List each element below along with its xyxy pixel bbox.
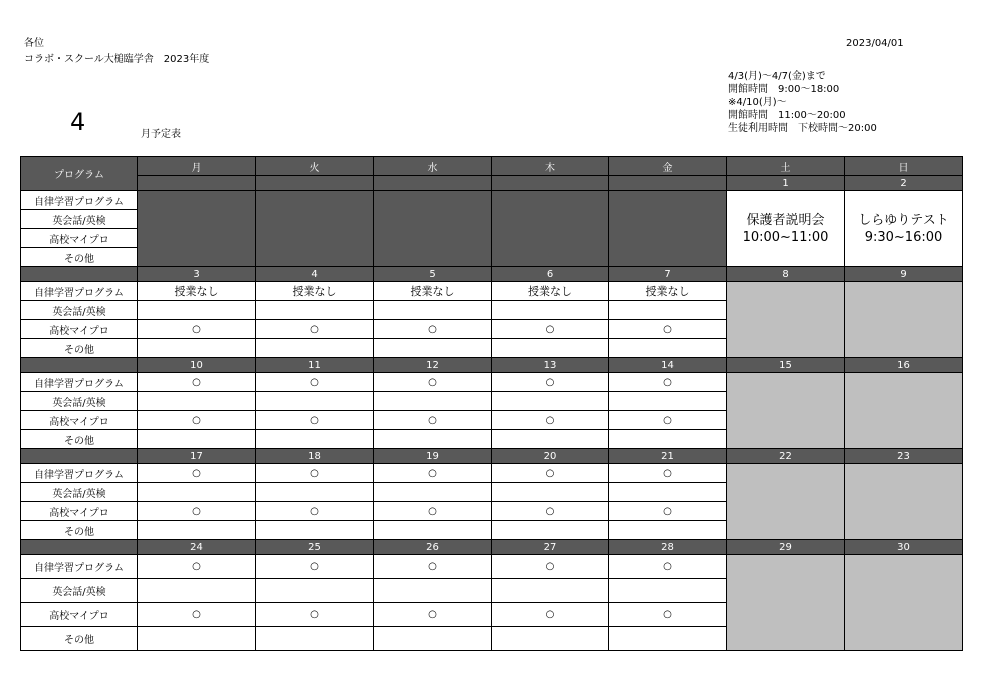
program-label: 英会話/英検 xyxy=(21,301,138,320)
available-mark: ○ xyxy=(138,464,256,483)
date-cell xyxy=(138,176,256,191)
date-cell: 19 xyxy=(374,449,492,464)
program-label: 自律学習プログラム xyxy=(21,191,138,210)
program-label: 高校マイプロ xyxy=(21,603,138,627)
event-time: 9:30~16:00 xyxy=(864,229,943,245)
empty-day-cell xyxy=(138,191,256,267)
available-mark: ○ xyxy=(256,502,374,521)
program-label: その他 xyxy=(21,339,138,358)
available-mark: ○ xyxy=(492,555,609,579)
document-date: 2023/04/01 xyxy=(846,38,904,49)
school-name: コラボ・スクール大槌臨学舎 2023年度 xyxy=(24,54,210,65)
event-title: しらゆりテスト xyxy=(858,212,949,228)
available-mark: ○ xyxy=(609,555,727,579)
hours-note-line: 生徒利用時間 下校時間～20:00 xyxy=(728,123,877,134)
available-mark: ○ xyxy=(138,555,256,579)
program-label: 高校マイプロ xyxy=(21,502,138,521)
available-mark: ○ xyxy=(609,320,727,339)
date-cell: 14 xyxy=(609,358,727,373)
date-cell: 12 xyxy=(374,358,492,373)
program-label: 英会話/英検 xyxy=(21,392,138,411)
empty-day-cell xyxy=(256,191,374,267)
available-mark: ○ xyxy=(374,320,492,339)
schedule-cell xyxy=(609,339,727,358)
weekend-cell xyxy=(727,555,845,651)
available-mark: ○ xyxy=(492,373,609,392)
available-mark: ○ xyxy=(492,411,609,430)
schedule-cell xyxy=(492,483,609,502)
date-cell: 16 xyxy=(845,358,963,373)
week-separator xyxy=(21,358,138,373)
no-lesson-cell: 授業なし xyxy=(256,282,374,301)
date-cell: 21 xyxy=(609,449,727,464)
date-cell xyxy=(609,176,727,191)
weekend-cell xyxy=(845,373,963,449)
available-mark: ○ xyxy=(609,411,727,430)
date-cell: 27 xyxy=(492,540,609,555)
schedule-cell xyxy=(374,392,492,411)
date-cell: 11 xyxy=(256,358,374,373)
schedule-cell xyxy=(138,339,256,358)
schedule-cell xyxy=(374,301,492,320)
schedule-cell xyxy=(138,430,256,449)
available-mark: ○ xyxy=(492,603,609,627)
week-separator xyxy=(21,449,138,464)
program-label: 高校マイプロ xyxy=(21,229,138,248)
schedule-cell xyxy=(492,339,609,358)
schedule-cell xyxy=(492,521,609,540)
date-cell: 1 xyxy=(727,176,845,191)
schedule-cell xyxy=(492,579,609,603)
date-cell xyxy=(256,176,374,191)
available-mark: ○ xyxy=(256,411,374,430)
schedule-cell xyxy=(374,430,492,449)
weekday-header: 木 xyxy=(492,157,609,176)
date-cell: 23 xyxy=(845,449,963,464)
date-cell: 5 xyxy=(374,267,492,282)
program-label: 英会話/英検 xyxy=(21,210,138,229)
schedule-cell xyxy=(609,579,727,603)
available-mark: ○ xyxy=(492,320,609,339)
weekday-header: 日 xyxy=(845,157,963,176)
schedule-cell xyxy=(138,301,256,320)
schedule-cell xyxy=(609,392,727,411)
date-cell: 3 xyxy=(138,267,256,282)
month-number: 4 xyxy=(70,108,86,136)
schedule-cell xyxy=(609,627,727,651)
program-label: 高校マイプロ xyxy=(21,320,138,339)
available-mark: ○ xyxy=(609,603,727,627)
schedule-cell xyxy=(492,430,609,449)
program-label: 高校マイプロ xyxy=(21,411,138,430)
available-mark: ○ xyxy=(492,502,609,521)
program-label: その他 xyxy=(21,430,138,449)
date-cell: 7 xyxy=(609,267,727,282)
program-label: 自律学習プログラム xyxy=(21,555,138,579)
schedule-cell xyxy=(256,483,374,502)
hours-note-line: 4/3(月)～4/7(金)まで xyxy=(728,71,826,82)
program-label: 英会話/英検 xyxy=(21,483,138,502)
event-time: 10:00~11:00 xyxy=(742,229,829,245)
schedule-cell xyxy=(138,392,256,411)
program-label: 自律学習プログラム xyxy=(21,464,138,483)
month-label: 月予定表 xyxy=(141,129,181,140)
schedule-cell xyxy=(256,521,374,540)
schedule-cell xyxy=(492,392,609,411)
opening-hours-note xyxy=(728,70,877,135)
schedule-cell xyxy=(256,627,374,651)
monthly-schedule-table xyxy=(20,156,963,651)
available-mark: ○ xyxy=(374,411,492,430)
program-label: 英会話/英検 xyxy=(21,579,138,603)
hours-note-line: 開館時間 11:00～20:00 xyxy=(728,110,846,121)
weekday-header: 月 xyxy=(138,157,256,176)
weekend-cell xyxy=(727,282,845,358)
available-mark: ○ xyxy=(374,555,492,579)
schedule-cell xyxy=(256,339,374,358)
available-mark: ○ xyxy=(609,464,727,483)
program-column-header: プログラム xyxy=(21,157,138,191)
weekday-header: 土 xyxy=(727,157,845,176)
available-mark: ○ xyxy=(256,320,374,339)
date-cell: 9 xyxy=(845,267,963,282)
no-lesson-cell: 授業なし xyxy=(609,282,727,301)
program-label: 自律学習プログラム xyxy=(21,373,138,392)
date-cell: 29 xyxy=(727,540,845,555)
empty-day-cell xyxy=(609,191,727,267)
event-title: 保護者説明会 xyxy=(746,212,825,228)
available-mark: ○ xyxy=(256,373,374,392)
no-lesson-cell: 授業なし xyxy=(492,282,609,301)
available-mark: ○ xyxy=(374,464,492,483)
schedule-cell xyxy=(609,521,727,540)
available-mark: ○ xyxy=(138,603,256,627)
schedule-cell xyxy=(374,521,492,540)
schedule-cell xyxy=(374,627,492,651)
available-mark: ○ xyxy=(138,502,256,521)
available-mark: ○ xyxy=(374,373,492,392)
date-cell: 20 xyxy=(492,449,609,464)
no-lesson-cell: 授業なし xyxy=(138,282,256,301)
date-cell: 25 xyxy=(256,540,374,555)
weekday-header: 金 xyxy=(609,157,727,176)
available-mark: ○ xyxy=(256,464,374,483)
date-cell xyxy=(492,176,609,191)
schedule-cell xyxy=(374,339,492,358)
schedule-cell xyxy=(256,430,374,449)
schedule-cell xyxy=(609,483,727,502)
week-separator xyxy=(21,540,138,555)
schedule-cell xyxy=(609,430,727,449)
schedule-cell xyxy=(138,521,256,540)
available-mark: ○ xyxy=(374,502,492,521)
date-cell: 28 xyxy=(609,540,727,555)
week-separator xyxy=(21,267,138,282)
date-cell: 15 xyxy=(727,358,845,373)
schedule-cell xyxy=(138,579,256,603)
weekend-cell xyxy=(845,282,963,358)
empty-day-cell xyxy=(374,191,492,267)
addressee: 各位 xyxy=(24,38,44,49)
weekday-header: 水 xyxy=(374,157,492,176)
schedule-cell xyxy=(492,301,609,320)
date-cell: 6 xyxy=(492,267,609,282)
schedule-cell xyxy=(374,483,492,502)
weekend-cell xyxy=(727,464,845,540)
schedule-cell xyxy=(256,392,374,411)
available-mark: ○ xyxy=(256,555,374,579)
weekend-cell xyxy=(727,373,845,449)
schedule-cell xyxy=(138,483,256,502)
date-cell: 4 xyxy=(256,267,374,282)
program-label: その他 xyxy=(21,521,138,540)
available-mark: ○ xyxy=(609,502,727,521)
program-label: その他 xyxy=(21,248,138,267)
date-cell: 2 xyxy=(845,176,963,191)
program-label: その他 xyxy=(21,627,138,651)
date-cell xyxy=(374,176,492,191)
weekday-header: 火 xyxy=(256,157,374,176)
available-mark: ○ xyxy=(138,411,256,430)
schedule-cell xyxy=(492,627,609,651)
available-mark: ○ xyxy=(492,464,609,483)
date-cell: 8 xyxy=(727,267,845,282)
hours-note-line: ※4/10(月)～ xyxy=(728,97,787,108)
saturday-event xyxy=(727,191,845,267)
date-cell: 18 xyxy=(256,449,374,464)
date-cell: 26 xyxy=(374,540,492,555)
available-mark: ○ xyxy=(609,373,727,392)
date-cell: 13 xyxy=(492,358,609,373)
date-cell: 30 xyxy=(845,540,963,555)
no-lesson-cell: 授業なし xyxy=(374,282,492,301)
date-cell: 24 xyxy=(138,540,256,555)
schedule-cell xyxy=(256,301,374,320)
schedule-cell xyxy=(256,579,374,603)
empty-day-cell xyxy=(492,191,609,267)
available-mark: ○ xyxy=(138,373,256,392)
weekend-cell xyxy=(845,555,963,651)
date-cell: 10 xyxy=(138,358,256,373)
program-label: 自律学習プログラム xyxy=(21,282,138,301)
available-mark: ○ xyxy=(256,603,374,627)
date-cell: 17 xyxy=(138,449,256,464)
date-cell: 22 xyxy=(727,449,845,464)
schedule-cell xyxy=(609,301,727,320)
schedule-cell xyxy=(374,579,492,603)
sunday-event xyxy=(845,191,963,267)
available-mark: ○ xyxy=(138,320,256,339)
schedule-cell xyxy=(138,627,256,651)
available-mark: ○ xyxy=(374,603,492,627)
hours-note-line: 開館時間 9:00～18:00 xyxy=(728,84,840,95)
weekend-cell xyxy=(845,464,963,540)
